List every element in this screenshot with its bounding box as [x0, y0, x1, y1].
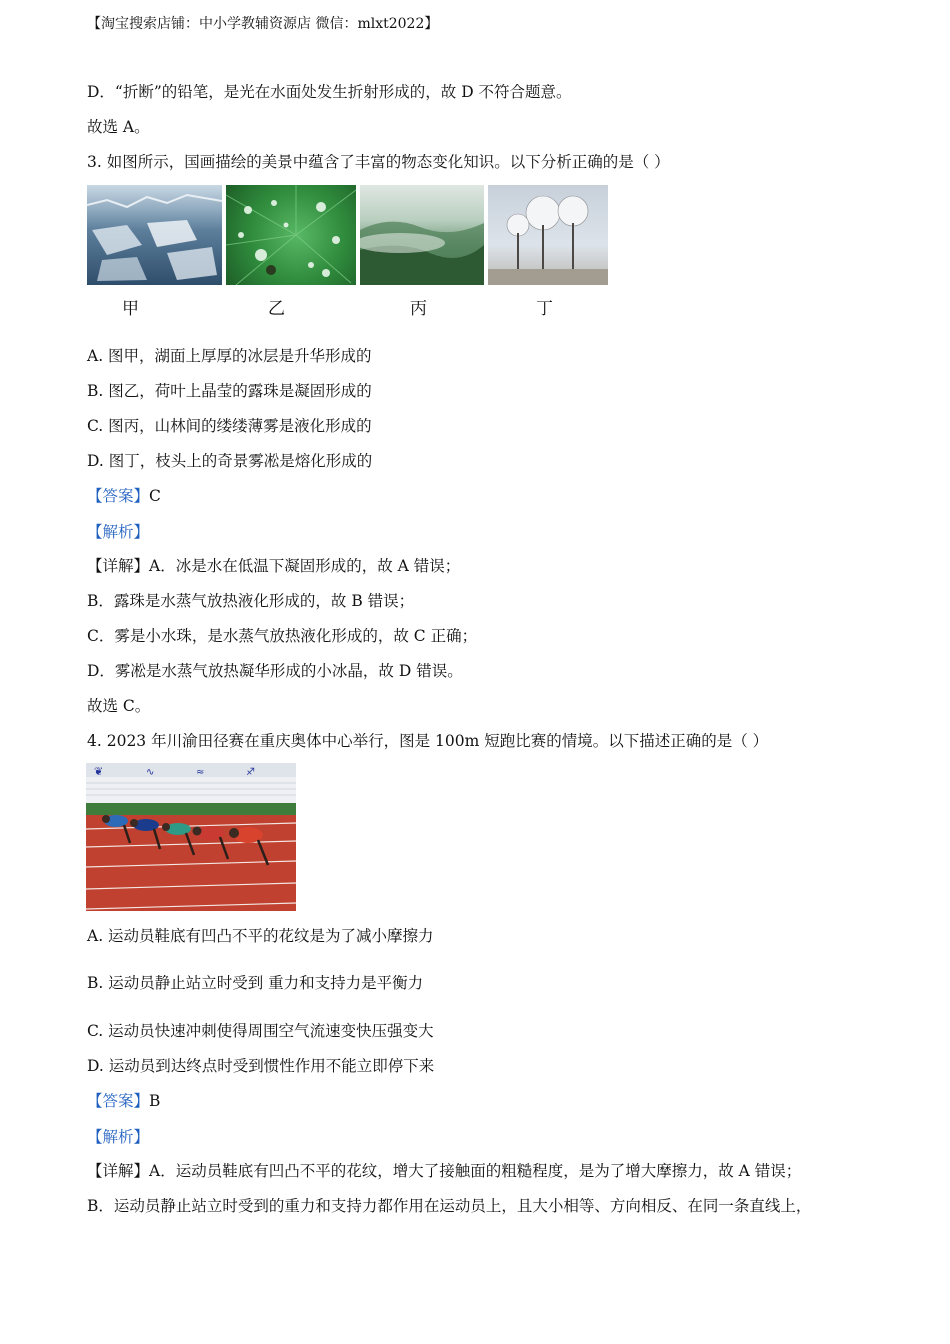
option-a: A. 运动员鞋底有凹凸不平的花纹是为了减小摩擦力 [87, 927, 434, 945]
analysis-tag: 【解析】 [87, 1128, 150, 1146]
detail-line: D．雾凇是水蒸气放热凝华形成的小冰晶，故 D 错误。 [87, 662, 463, 680]
detail-line: C．雾是小水珠，是水蒸气放热液化形成的，故 C 正确； [87, 627, 478, 645]
caption-bing: 丙 [410, 299, 427, 319]
image-mountain-fog [360, 185, 484, 285]
detail-line [87, 556, 460, 576]
image-frozen-lake [87, 185, 222, 285]
detail-tag: 【详解】 [87, 557, 150, 575]
detail-line: B．露珠是水蒸气放热液化形成的，故 B 错误； [87, 592, 415, 610]
svg-text:❦: ❦ [94, 765, 104, 778]
option-b: B. 图乙，荷叶上晶莹的露珠是凝固形成的 [87, 382, 372, 400]
image-lotus-dew [226, 185, 356, 285]
answer-line [87, 1091, 160, 1111]
text-line: D．“折断”的铅笔，是光在水面处发生折射形成的，故 D 不符合题意。 [87, 83, 572, 101]
option-a: A. 图甲，湖面上厚厚的冰层是升华形成的 [87, 347, 372, 365]
detail-line: 故选 C。 [87, 697, 151, 715]
option-c: C. 图丙，山林间的缕缕薄雾是液化形成的 [87, 417, 372, 435]
question-3-stem: 3. 如图所示，国画描绘的美景中蕴含了丰富的物态变化知识。以下分析正确的是（ ） [87, 153, 670, 171]
answer-value: B [149, 1092, 161, 1110]
detail-text: A．冰是水在低温下凝固形成的，故 A 错误； [149, 557, 461, 575]
answer-value: C [149, 487, 161, 505]
svg-text:≈: ≈ [196, 767, 205, 778]
caption-jia: 甲 [122, 299, 139, 319]
option-d: D. 图丁，枝头上的奇景雾凇是熔化形成的 [87, 452, 373, 470]
answer-tag: 【答案】 [87, 487, 150, 505]
detail-line [87, 1161, 801, 1181]
option-c: C. 运动员快速冲刺使得周围空气流速变快压强变大 [87, 1022, 434, 1040]
svg-text:∿: ∿ [146, 767, 155, 778]
answer-tag: 【答案】 [87, 1092, 150, 1110]
image-rime-trees [488, 185, 608, 285]
option-b: B. 运动员静止站立时受到 重力和支持力是平衡力 [87, 974, 424, 992]
detail-text: A．运动员鞋底有凹凸不平的花纹，增大了接触面的粗糙程度，是为了增大摩擦力，故 A 错误； [149, 1162, 802, 1180]
answer-line [87, 486, 161, 506]
detail-tag: 【详解】 [87, 1162, 150, 1180]
page-header: 【淘宝搜索店铺：中小学教辅资源店 微信：mlxt2022】 [87, 16, 439, 32]
detail-line: B．运动员静止站立时受到的重力和支持力都作用在运动员上，且大小相等、方向相反、在同一条直线上， [87, 1197, 812, 1215]
caption-ding: 丁 [536, 299, 553, 319]
text-line: 故选 A。 [87, 118, 150, 136]
option-d: D. 运动员到达终点时受到惯性作用不能立即停下来 [87, 1057, 435, 1075]
analysis-tag: 【解析】 [87, 523, 150, 541]
caption-yi: 乙 [268, 299, 285, 319]
image-sprint-start [86, 763, 296, 911]
question-4-stem: 4. 2023 年川渝田径赛在重庆奥体中心举行，图是 100m 短跑比赛的情境。以下描述正确的是（ ） [87, 732, 769, 750]
svg-text:♐: ♐ [246, 767, 255, 778]
